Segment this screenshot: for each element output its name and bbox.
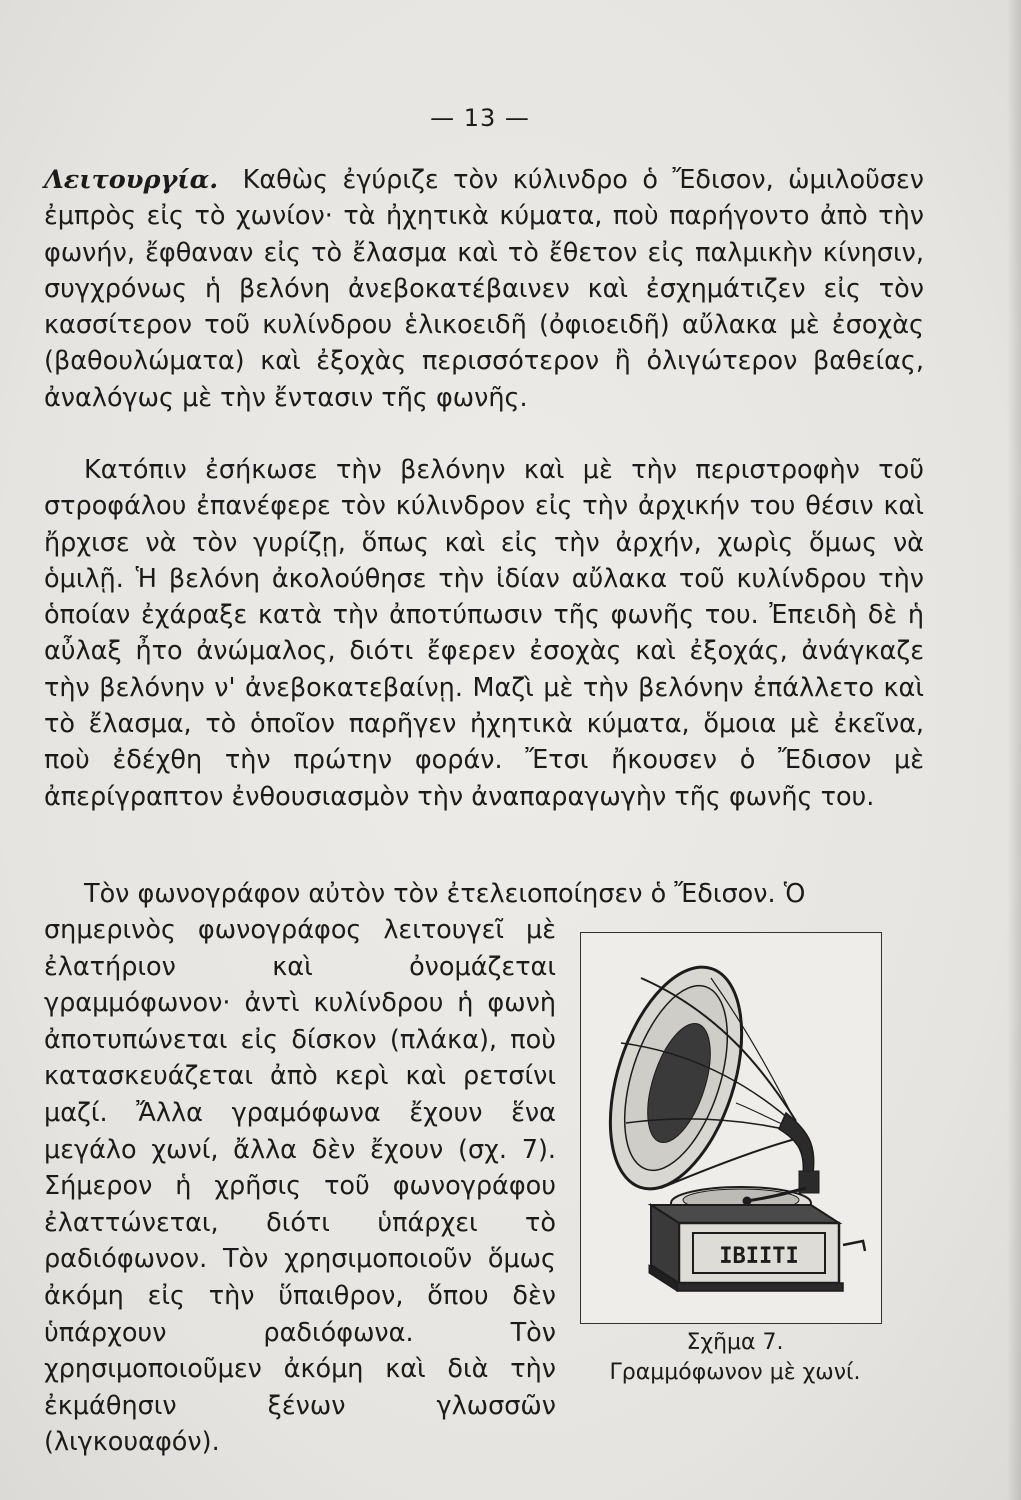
page-edge-shadow bbox=[1007, 0, 1021, 1500]
gramophone-illustration bbox=[581, 933, 881, 1323]
cabinet-decoration: ΙΒΙΙΤΙ bbox=[719, 1244, 799, 1269]
gramophone-cabinet bbox=[649, 1205, 865, 1291]
paragraph-gramophone: σημερινὸς φωνογράφος λειτουγεῖ μὲ ἐλατήριον καὶ ὀνομάζεται γραμμόφωνον· ἀντὶ κυλίνδρου ἡ φωνὴ ἀποτυπώνεται εἰς δίσκον (πλάκα), ποὺ κατασκευάζεται ἀπὸ κερὶ καὶ ρετσίνι μαζί. Ἄλλα γραμόφωνα ἔχουν ἕνα μεγάλο χωνί, ἄλλα δὲν ἔχουν (σχ. 7). Σήμερον ἡ χρῆσις τοῦ φωνογράφου ἐλαττώνεται, διότι ὑπάρχει τὸ ραδιόφωνον. Τὸν χρησιμοποιοῦν ὅμως ἀκόμη εἰς τὴν ὕπαιθρον, ὅπου δὲν ὑπάρχουν ραδιόφωνα. Τὸν χρησιμοποιοῦμεν ἀκόμη καὶ διὰ τὴν ἐκμάθησιν ξένων γλωσσῶν (λιγκουαφόν). bbox=[44, 915, 556, 1458]
paragraph-operation bbox=[44, 162, 924, 416]
paragraph-operation-text: Καθὼς ἐγύριζε τὸν κύλινδρο ὁ Ἔδισον, ὡμιλοῦσεν ἐμπρὸς εἰς τὸ χωνίον· τὰ ἠχητικὰ κύματα, ποὺ παρήγοντο ἀπὸ τὴν φωνήν, ἔφθαναν εἰς τὸ ἔλασμα καὶ τὸ ἔθετον εἰς παλμικὴν κίνησιν, συγχρόνως ἡ βελόνη ἀνεβοκατέβαινεν καὶ ἐσχημάτιζεν εἰς τὸν κασσίτερον τοῦ κυλίνδρου ἑλικοειδῆ (ὀφιοειδῆ) αὔλακα μὲ ἐσοχὰς (βαθουλώματα) καὶ ἐξοχὰς περισσότερον ἢ ὀλιγώτερον βαθείας, ἀναλόγως μὲ τὴν ἔντασιν τῆς φωνῆς. bbox=[44, 165, 925, 413]
paragraph-gramophone-first-line: Τὸν φωνογράφον αὐτὸν τὸν ἐτελειοποίησεν ὁ Ἔδισον. Ὁ bbox=[84, 879, 806, 909]
figure-7-frame bbox=[580, 932, 882, 1324]
page-number: — 13 — bbox=[430, 104, 530, 132]
figure-7-caption bbox=[560, 1328, 910, 1388]
figure-caption-title: Γραμμόφωνον μὲ χωνί. bbox=[609, 1360, 861, 1385]
paragraph-playback-text: Κατόπιν ἐσήκωσε τὴν βελόνην καὶ μὲ τὴν περιστροφὴν τοῦ στροφάλου ἐπανέφερε τὸν κύλινδρον εἰς τὴν ἀρχικήν του θέσιν καὶ ἤρχισε νὰ τὸν γυρίζῃ, ὅπως καὶ εἰς τὴν ἀρχήν, χωρὶς ὅμως νὰ ὁμιλῇ. Ἡ βελόνη ἀκολούθησε τὴν ἰδίαν αὔλακα τοῦ κυλίνδρου τὴν ὁποίαν ἐχάραξε κατὰ τὴν ἀποτύπωσιν τῆς φωνῆς του. Ἐπειδὴ δὲ ἡ αὖλαξ ἦτο ἀνώμαλος, διότι ἔφερεν ἐσοχὰς καὶ ἐξοχάς, ἀνάγκαζε τὴν βελόνην ν' ἀνεβοκατεβαίνῃ. Μαζὶ μὲ τὴν βελόνην ἐπάλλετο καὶ τὸ ἔλασμα, τὸ ὁποῖον παρῆγεν ἠχητικὰ κύματα, ὅμοια μὲ ἐκεῖνα, ποὺ ἐδέχθη τὴν πρώτην φοράν. Ἔτσι ἤκουσεν ὁ Ἔδισον μὲ ἀπερίγραπτον ἐνθουσιασμὸν τὴν ἀναπαραγωγὴν τῆς φωνῆς του. bbox=[44, 455, 924, 812]
section-heading: Λειτουργία. bbox=[44, 165, 219, 195]
figure-caption-number: Σχῆμα 7. bbox=[686, 1330, 784, 1355]
paragraph-playback bbox=[44, 452, 924, 815]
gramophone-horn bbox=[585, 951, 819, 1206]
